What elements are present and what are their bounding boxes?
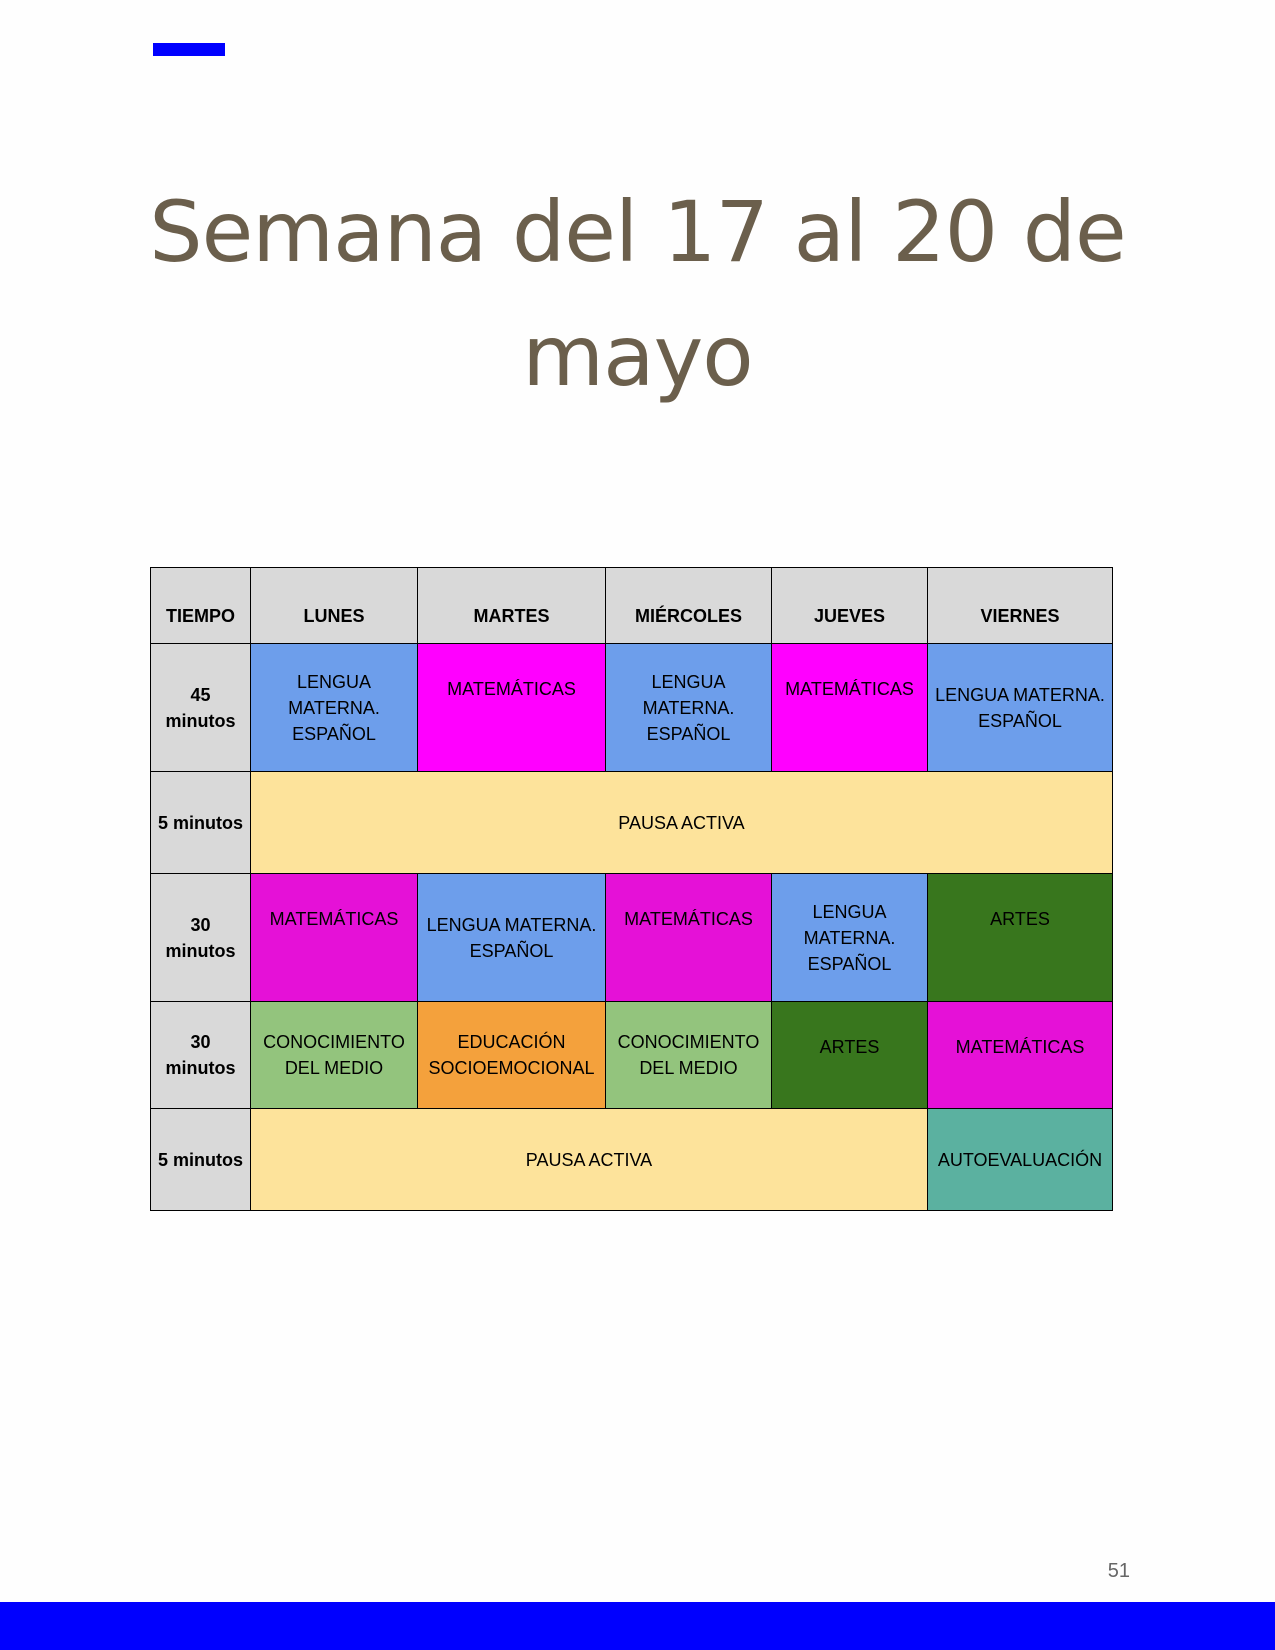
subject-cell: LENGUA MATERNA. ESPAÑOL [772, 874, 928, 1002]
subject-cell: EDUCACIÓN SOCIOEMOCIONAL [418, 1002, 606, 1109]
time-cell: 30 minutos [151, 874, 251, 1002]
subject-cell: LENGUA MATERNA. ESPAÑOL [606, 644, 772, 772]
time-cell: 5 minutos [151, 772, 251, 874]
header-viernes: VIERNES [928, 568, 1113, 644]
table-row [151, 772, 1113, 874]
subject-cell: MATEMÁTICAS [772, 644, 928, 772]
subject-cell: MATEMÁTICAS [928, 1002, 1113, 1109]
time-cell: 45 minutos [151, 644, 251, 772]
time-cell: 30 minutos [151, 1002, 251, 1109]
subject-cell: LENGUA MATERNA. ESPAÑOL [928, 644, 1113, 772]
header-martes: MARTES [418, 568, 606, 644]
table-row [151, 1109, 1113, 1211]
subject-cell: MATEMÁTICAS [418, 644, 606, 772]
page-title: Semana del 17 al 20 de mayo [149, 183, 1126, 405]
schedule-table [150, 567, 1113, 1211]
pause-cell: PAUSA ACTIVA [251, 772, 1113, 874]
table-row [151, 1002, 1113, 1109]
pause-cell: PAUSA ACTIVA [251, 1109, 928, 1211]
header-tiempo: TIEMPO [151, 568, 251, 644]
table-row [151, 874, 1113, 1002]
subject-cell: ARTES [772, 1002, 928, 1109]
subject-cell: LENGUA MATERNA. ESPAÑOL [251, 644, 418, 772]
header-row [151, 568, 1113, 644]
header-lunes: LUNES [251, 568, 418, 644]
subject-cell: MATEMÁTICAS [606, 874, 772, 1002]
bottom-accent-bar [0, 1602, 1275, 1650]
autoevaluacion-cell: AUTOEVALUACIÓN [928, 1109, 1113, 1211]
subject-cell: MATEMÁTICAS [251, 874, 418, 1002]
top-accent-bar [153, 43, 225, 56]
page-number: 51 [1107, 1560, 1130, 1582]
table-row [151, 644, 1113, 772]
header-jueves: JUEVES [772, 568, 928, 644]
header-miercoles: MIÉRCOLES [606, 568, 772, 644]
subject-cell: ARTES [928, 874, 1113, 1002]
subject-cell: CONOCIMIENTO DEL MEDIO [251, 1002, 418, 1109]
subject-cell: CONOCIMIENTO DEL MEDIO [606, 1002, 772, 1109]
subject-cell: LENGUA MATERNA. ESPAÑOL [418, 874, 606, 1002]
time-cell: 5 minutos [151, 1109, 251, 1211]
